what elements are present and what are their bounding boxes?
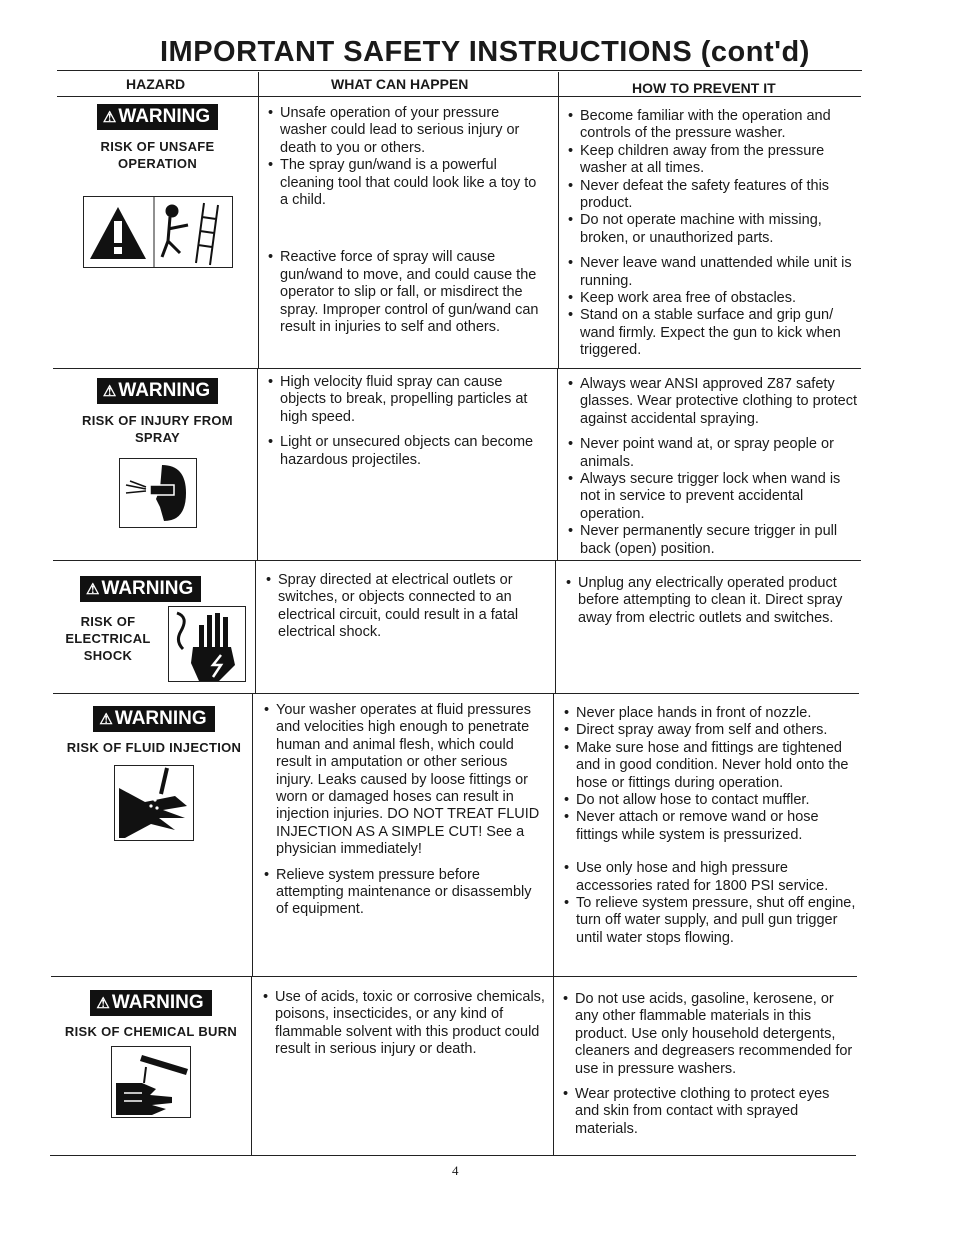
what-item: • Your washer operates at fluid pressures and velocities high enough to penetrate human and animal flesh, which could result in amputation or other serious injury. Leaks caused by loose fittings or worn or damaged hoses can result in injection injuries. DO NOT TREAT FLUID INJECTION AS A SIMPLE CUT! See a physician immediately! xyxy=(262,702,547,859)
what-item: • The spray gun/wand is a powerful cleaning tool that could look like a toy to a child. xyxy=(266,157,546,209)
how-item: • Keep children away from the pressure washer at all times. xyxy=(566,143,858,178)
how-item: • Unplug any electrically operated product before attempting to clean it. Direct spray away from electric outlets and switches. xyxy=(564,575,856,627)
column-divider xyxy=(258,72,259,368)
column-divider xyxy=(553,693,554,976)
what-item: • Reactive force of spray will cause gun/wand to move, and could cause the operator to slip or fall, or misdirect the spray. Improper control of gun/wand can result in injuries to self and others. xyxy=(266,249,546,336)
warning-badge: ⚠ WARNING xyxy=(80,576,201,602)
what-item: • Unsafe operation of your pressure washer could lead to serious injury or death to you or others. xyxy=(266,105,546,157)
row-divider xyxy=(53,693,859,694)
how-item: • Do not allow hose to contact muffler. xyxy=(562,792,856,809)
how-item: • Never permanently secure trigger in pull back (open) position. xyxy=(566,523,858,558)
how-item: • Become familiar with the operation and controls of the pressure washer. xyxy=(566,108,858,143)
what-item: • Light or unsecured objects can become hazardous projectiles. xyxy=(266,434,551,469)
warning-triangle-icon: ⚠ xyxy=(96,995,110,1012)
column-divider xyxy=(251,976,252,1155)
how-item: • Never defeat the safety features of this product. xyxy=(566,178,858,213)
hazard-name: RISK OF CHEMICAL BURN xyxy=(64,1024,238,1039)
column-divider xyxy=(558,72,559,368)
what-can-happen-cell xyxy=(261,989,546,1059)
page-number: 4 xyxy=(452,1163,459,1178)
how-item: • Never place hands in front of nozzle. xyxy=(562,705,856,722)
hazard-cell xyxy=(60,378,255,533)
how-to-prevent-cell xyxy=(562,705,856,947)
header-hazard: HAZARD xyxy=(126,76,186,92)
warning-triangle-icon: ⚠ xyxy=(102,109,117,126)
what-item: • Spray directed at electrical outlets or switches, or objects connected to an electrical circuit, could result in a fatal electrical shock. xyxy=(264,572,546,642)
how-item: • To relieve system pressure, shut off engine, turn off water supply, and pull gun trigger until water stops flowing. xyxy=(562,895,856,947)
column-divider xyxy=(555,560,556,693)
what-item: • Use of acids, toxic or corrosive chemicals, poisons, insecticides, or any kind of flammable solvent with this product could result in serious injury or death. xyxy=(261,989,546,1059)
hazard-pictogram xyxy=(83,196,233,268)
row-divider xyxy=(51,976,857,977)
warning-triangle-icon: ⚠ xyxy=(99,711,113,728)
how-item: • Do not use acids, gasoline, kerosene, or any other flammable materials in this product. Use only household detergents, cleaners and degreasers recommended for use in pressure washers. xyxy=(561,991,856,1078)
how-item: • Wear protective clothing to protect eyes and skin from contact with sprayed materials. xyxy=(561,1086,856,1138)
what-item: • High velocity fluid spray can cause objects to break, propelling particles at high speed. xyxy=(266,374,551,426)
title-rule xyxy=(57,70,862,71)
hazard-cell xyxy=(53,990,249,1123)
hazard-name: RISK OF UNSAFE OPERATION xyxy=(100,139,215,171)
what-item: • Relieve system pressure before attempting maintenance or disassembly of equipment. xyxy=(262,867,547,919)
what-can-happen-cell xyxy=(262,702,547,919)
warning-triangle-icon: ⚠ xyxy=(102,383,117,400)
what-can-happen-cell xyxy=(264,572,546,642)
how-item: • Do not operate machine with missing, broken, or unauthorized parts. xyxy=(566,212,858,247)
row-divider xyxy=(53,560,861,561)
column-divider xyxy=(557,368,558,560)
person-falling-from-ladder-icon xyxy=(162,203,218,265)
what-can-happen-cell xyxy=(266,374,551,469)
header-how-to-prevent: HOW TO PREVENT IT xyxy=(632,80,776,96)
electric-shock-hand-icon xyxy=(169,607,245,681)
hazard-name: RISK OF ELECTRICAL SHOCK xyxy=(65,614,151,663)
warning-badge: ⚠ WARNING xyxy=(93,706,214,732)
hazard-pictogram xyxy=(111,1046,191,1118)
what-can-happen-cell xyxy=(266,105,546,336)
how-item: • Never leave wand unattended while unit is running. xyxy=(566,255,858,290)
row-divider xyxy=(53,368,861,369)
warning-triangle-icon: ⚠ xyxy=(86,581,100,598)
column-divider xyxy=(553,976,554,1155)
chemical-burn-hand-icon xyxy=(112,1047,190,1117)
hazard-cell xyxy=(55,706,253,846)
how-item: • Never attach or remove wand or hose fittings while system is pressurized. xyxy=(562,809,856,844)
spray-to-eyes-goggles-icon xyxy=(120,459,196,527)
warning-badge: ⚠ WARNING xyxy=(90,990,211,1016)
bottom-rule xyxy=(50,1155,856,1156)
how-item: • Direct spray away from self and others. xyxy=(562,722,856,739)
how-item: • Keep work area free of obstacles. xyxy=(566,290,858,307)
page-title: IMPORTANT SAFETY INSTRUCTIONS (cont'd) xyxy=(160,36,810,68)
how-item: • Stand on a stable surface and grip gun/ wand firmly. Expect the gun to kick when triggered. xyxy=(566,307,858,359)
how-to-prevent-cell xyxy=(561,991,856,1138)
how-to-prevent-cell xyxy=(566,376,858,558)
how-item: • Always wear ANSI approved Z87 safety glasses. Wear protective clothing to protect against accidental spraying. xyxy=(566,376,858,428)
hazard-pictogram xyxy=(168,606,246,682)
how-to-prevent-cell xyxy=(564,575,856,627)
hazard-pictogram xyxy=(119,458,197,528)
hazard-pictogram xyxy=(114,765,194,841)
fluid-injection-hand-icon xyxy=(115,766,193,840)
how-item: • Make sure hose and fittings are tightened and in good condition. Never hold onto the hose or fittings during operation. xyxy=(562,740,856,792)
hazard-name: RISK OF INJURY FROM SPRAY xyxy=(82,413,233,445)
column-divider xyxy=(255,560,256,693)
how-to-prevent-cell xyxy=(566,108,858,360)
how-item: • Always secure trigger lock when wand is not in service to prevent accidental operation. xyxy=(566,471,858,523)
warning-badge: ⚠ WARNING xyxy=(97,378,218,404)
hazard-alert-icon xyxy=(90,207,146,259)
column-divider xyxy=(257,368,258,560)
header-rule xyxy=(57,96,861,97)
how-item: • Use only hose and high pressure accessories rated for 1800 PSI service. xyxy=(562,860,856,895)
hazard-cell xyxy=(60,104,255,273)
hazard-name: RISK OF FLUID INJECTION xyxy=(66,740,242,755)
warning-badge: ⚠ WARNING xyxy=(97,104,218,130)
header-what-can-happen: WHAT CAN HAPPEN xyxy=(331,76,469,92)
how-item: • Never point wand at, or spray people or animals. xyxy=(566,436,858,471)
